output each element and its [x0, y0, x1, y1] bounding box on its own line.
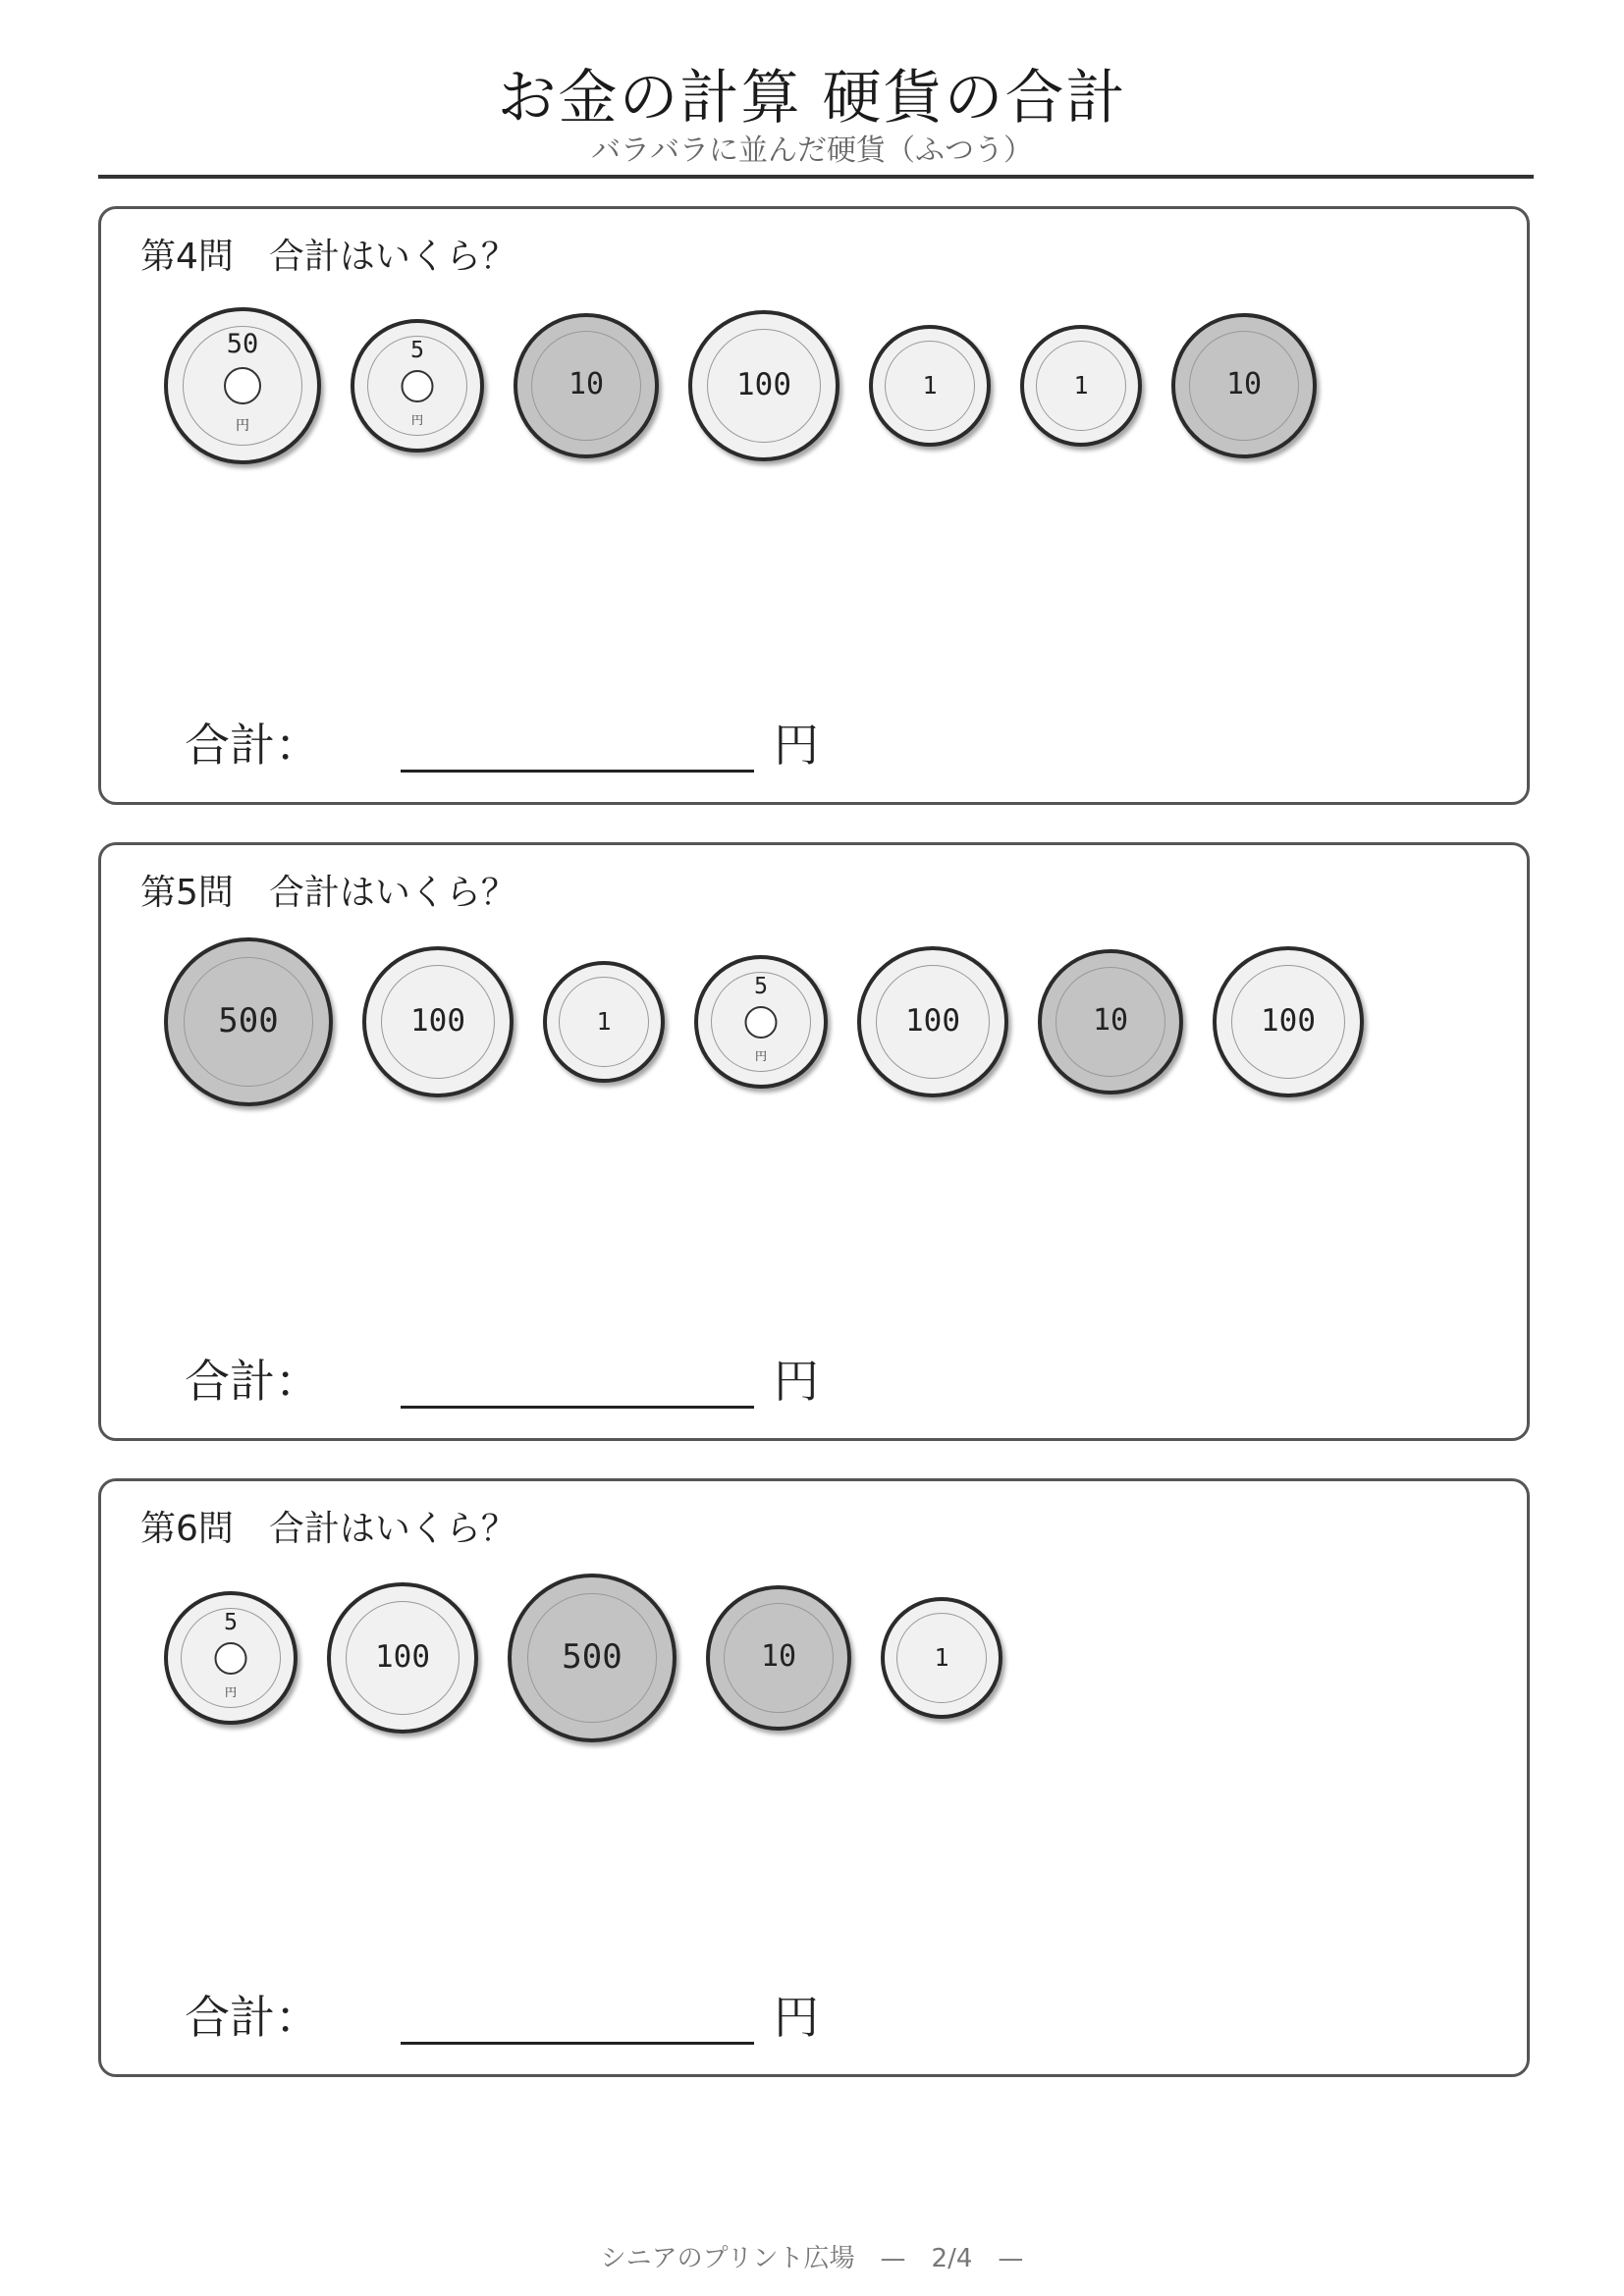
- coin-value: 10: [568, 367, 605, 402]
- coin-10-yen: [706, 1585, 851, 1731]
- problem-card-4: [98, 206, 1530, 805]
- coin-value: 1: [1073, 370, 1089, 400]
- coin-value: 5: [224, 1610, 238, 1636]
- coin-1-yen: [881, 1597, 1002, 1719]
- coin-hole: [402, 370, 434, 402]
- page-footer: シニアのプリント広場 — 2/4 —: [600, 2244, 1024, 2273]
- coin-1-yen: [869, 325, 991, 447]
- page-subtitle: バラバラに並んだ硬貨（ふつう）: [591, 133, 1033, 168]
- coin-100-yen: [688, 310, 839, 461]
- coin-100-yen: [362, 946, 514, 1097]
- coin-value: 100: [375, 1638, 430, 1675]
- problem-card-5: [98, 842, 1530, 1441]
- yen-unit: 円: [774, 1991, 819, 2044]
- coin-50-yen: [164, 307, 321, 464]
- coin-value: 100: [410, 1002, 465, 1039]
- yen-unit: 円: [774, 1355, 819, 1408]
- coin-hole: [224, 367, 261, 404]
- coin-hole: [215, 1642, 247, 1675]
- coin-yen-mark: 円: [410, 412, 423, 427]
- coin-value: 10: [1092, 1003, 1129, 1039]
- coin-10-yen: [1171, 313, 1317, 458]
- coin-5-yen: [694, 955, 828, 1089]
- title-divider: [98, 175, 1534, 179]
- coin-500-yen: [508, 1574, 677, 1742]
- total-label: 合計：: [185, 1355, 320, 1408]
- coin-yen-mark: 円: [224, 1684, 237, 1699]
- coin-value: 1: [934, 1642, 949, 1672]
- problem-title: 第5問 合計はいくら？: [140, 873, 516, 913]
- coin-value: 10: [1225, 367, 1263, 402]
- coin-value: 500: [218, 1000, 279, 1041]
- coin-yen-mark: 円: [236, 418, 249, 435]
- coin-value: 1: [596, 1006, 612, 1036]
- problem-title: 第6問 合計はいくら？: [140, 1509, 516, 1549]
- coin-value: 50: [226, 329, 259, 360]
- total-label: 合計：: [185, 719, 320, 772]
- coin-10-yen: [514, 313, 659, 458]
- coin-5-yen: [351, 319, 484, 453]
- total-label: 合計：: [185, 1991, 320, 2044]
- coin-value: 100: [1261, 1002, 1316, 1039]
- coin-100-yen: [327, 1582, 478, 1734]
- answer-blank[interactable]: [401, 770, 754, 773]
- coin-10-yen: [1038, 949, 1183, 1095]
- coin-value: 5: [410, 338, 424, 364]
- coin-hole: [745, 1006, 778, 1039]
- coin-100-yen: [1213, 946, 1364, 1097]
- coin-value: 100: [736, 366, 791, 402]
- coin-value: 5: [754, 974, 768, 1000]
- coin-1-yen: [543, 961, 665, 1083]
- coin-500-yen: [164, 937, 333, 1106]
- coin-value: 100: [905, 1002, 960, 1039]
- answer-blank[interactable]: [401, 2042, 754, 2045]
- answer-blank[interactable]: [401, 1406, 754, 1409]
- coin-value: 1: [922, 370, 938, 400]
- yen-unit: 円: [774, 719, 819, 772]
- coin-1-yen: [1020, 325, 1142, 447]
- coin-value: 500: [562, 1636, 623, 1677]
- coin-value: 10: [760, 1639, 797, 1675]
- coin-yen-mark: 円: [754, 1048, 767, 1063]
- problem-title: 第4問 合計はいくら？: [140, 237, 516, 277]
- coin-5-yen: [164, 1591, 298, 1725]
- problem-card-6: [98, 1478, 1530, 2077]
- coin-100-yen: [857, 946, 1008, 1097]
- page-title: お金の計算 硬貨の合計: [497, 64, 1127, 133]
